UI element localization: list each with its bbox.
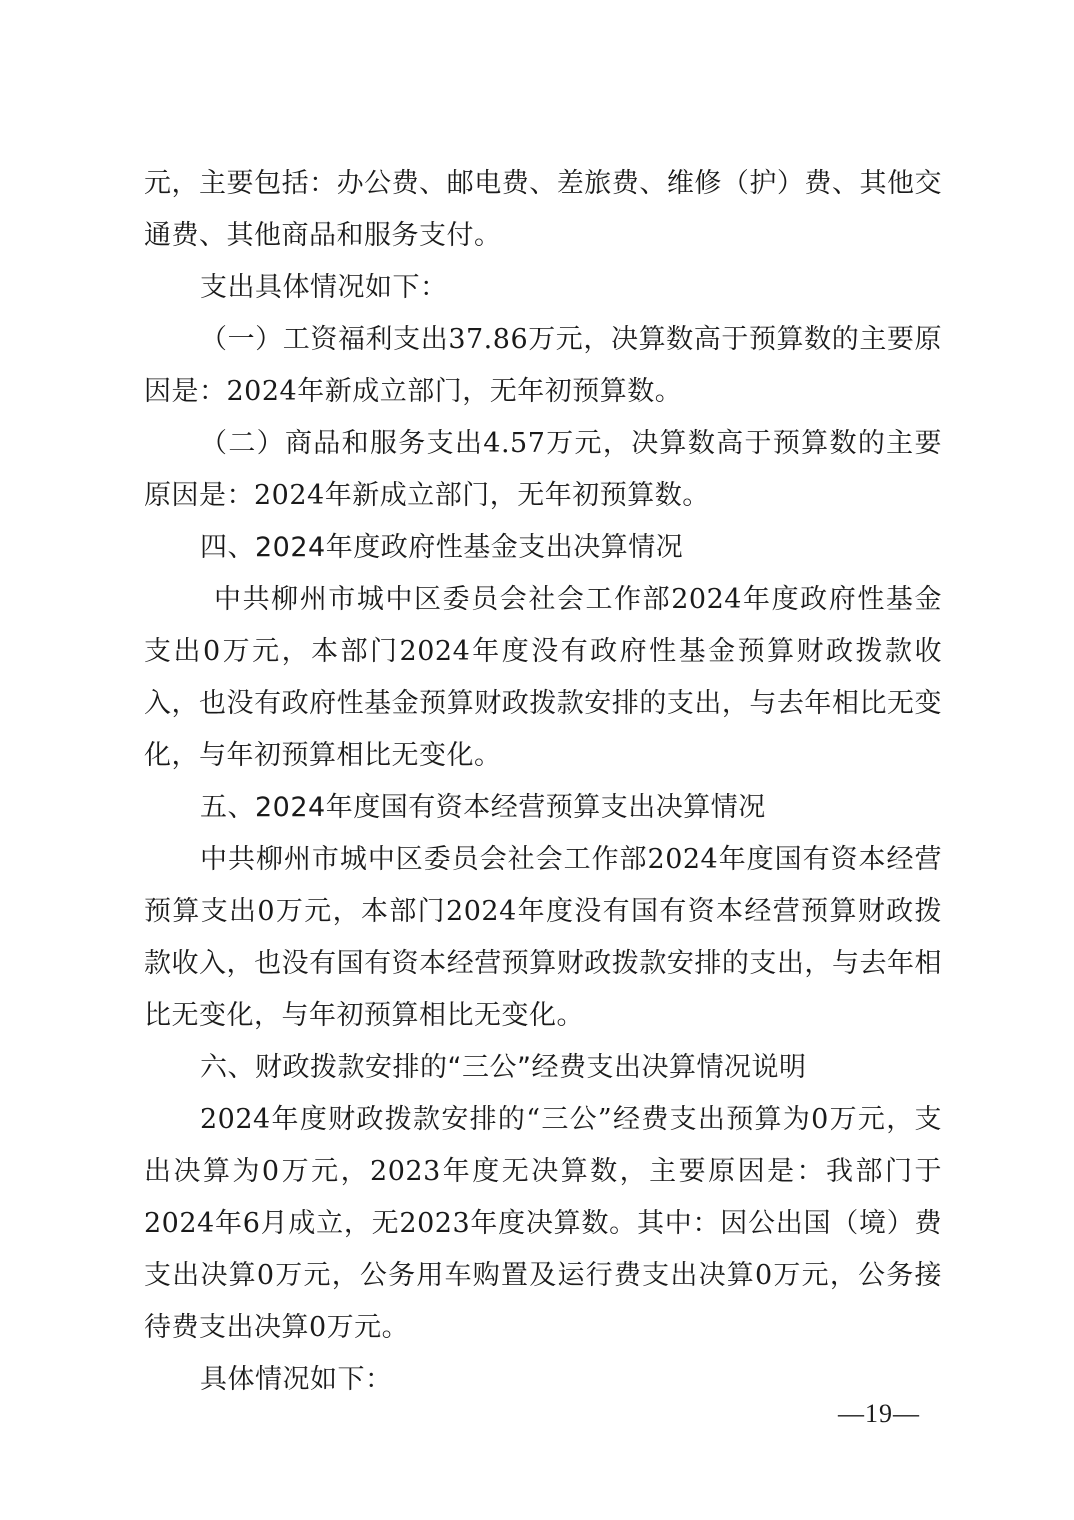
paragraph-continuation: 元，主要包括：办公费、邮电费、差旅费、维修（护）费、其他交通费、其他商品和服务支付。 xyxy=(144,168,942,251)
page-number: —19— xyxy=(838,1399,920,1428)
paragraph-specifics-intro: 具体情况如下： xyxy=(200,1364,393,1395)
paragraph-goods-services: （二）商品和服务支出4.57万元，决算数高于预算数的主要原因是：2024年新成立部门，无年初预算数。 xyxy=(144,428,942,511)
paragraph-wages-welfare: （一）工资福利支出37.86万元，决算数高于预算数的主要原因是：2024年新成立部门，无年初预算数。 xyxy=(144,324,942,407)
paragraph-details-intro: 支出具体情况如下： xyxy=(200,272,448,303)
paragraph-three-public: 2024年度财政拨款安排的“三公”经费支出预算为0万元，支出决算为0万元，2023年度无决算数，主要原因是：我部门于2024年6月成立，无2023年度决算数。其中：因公出国（境）费支出决算0万元，公务用车购置及运行费支出决算0万元，公务接待费支出决算0万元。 xyxy=(144,1104,942,1343)
section-heading-state-capital: 五、2024年度国有资本经营预算支出决算情况 xyxy=(200,792,766,823)
section-heading-three-public: 六、财政拨款安排的“三公”经费支出决算情况说明 xyxy=(200,1052,807,1083)
document-body xyxy=(144,158,942,1406)
section-heading-government-fund: 四、2024年度政府性基金支出决算情况 xyxy=(200,532,684,563)
paragraph-government-fund: 中共柳州市城中区委员会社会工作部2024年度政府性基金支出0万元，本部门2024年度没有政府性基金预算财政拨款收入，也没有政府性基金预算财政拨款安排的支出，与去年相比无变化，与年初预算相比无变化。 xyxy=(144,584,942,771)
paragraph-state-capital: 中共柳州市城中区委员会社会工作部2024年度国有资本经营预算支出0万元，本部门2024年度没有国有资本经营预算财政拨款收入，也没有国有资本经营预算财政拨款安排的支出，与去年相比无变化，与年初预算相比无变化。 xyxy=(144,844,942,1031)
